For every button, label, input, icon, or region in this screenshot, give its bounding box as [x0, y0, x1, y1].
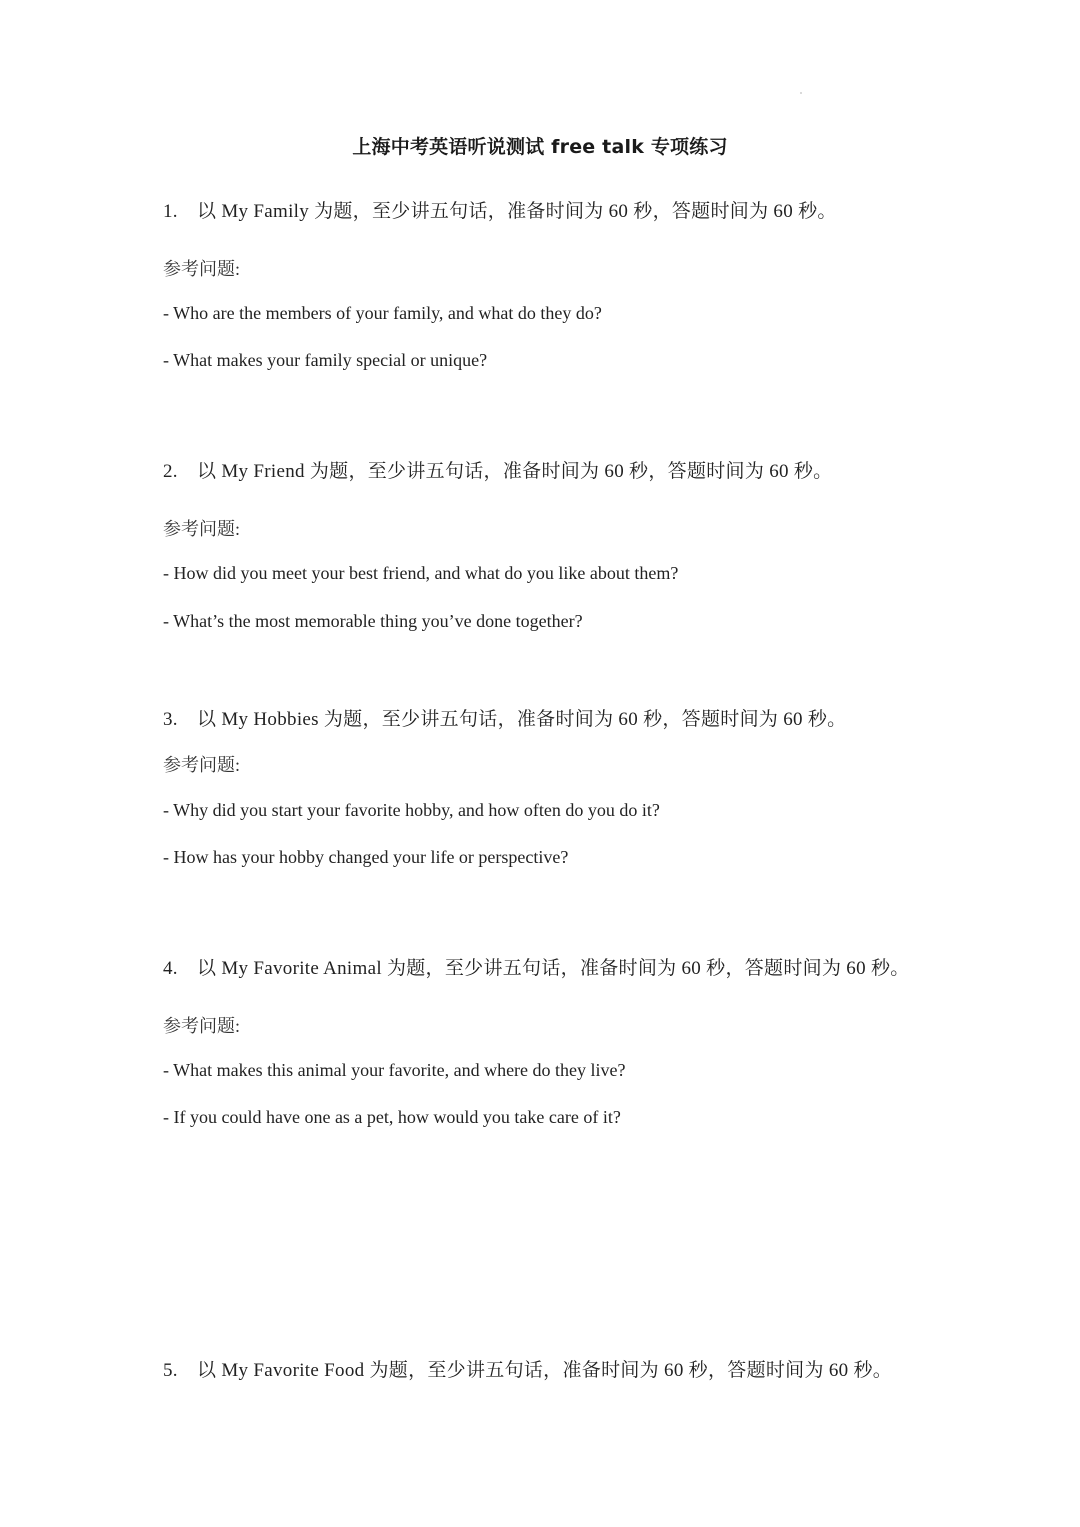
- prompt-text: 以 My Hobbies 为题，至少讲五句话，准备时间为 60 秒，答题时间为 60 秒。: [197, 709, 847, 730]
- section-1-question-2: - What makes your family special or unique?: [163, 350, 488, 370]
- section-2-question-1: - How did you meet your best friend, and what do you like about them?: [163, 563, 679, 583]
- section-number: 1.: [163, 201, 178, 222]
- prompt-text: 以 My Favorite Animal 为题，至少讲五句话，准备时间为 60 秒，答题时间为 60 秒。: [197, 958, 910, 979]
- section-2-label: 参考问题:: [163, 519, 241, 539]
- section-number: 2.: [163, 461, 178, 482]
- section-4-question-2: - If you could have one as a pet, how would you take care of it?: [163, 1107, 621, 1127]
- prompt-text: 以 My Favorite Food 为题，至少讲五句话，准备时间为 60 秒，答题时间为 60 秒。: [197, 1360, 893, 1381]
- section-1-question-1: - Who are the members of your family, and what do they do?: [163, 303, 602, 323]
- document-title: 上海中考英语听说测试 free talk 专项练习: [352, 136, 728, 158]
- section-3-question-1: - Why did you start your favorite hobby, and how often do you do it?: [163, 800, 660, 820]
- section-3-prompt: [163, 704, 846, 731]
- section-number: 5.: [163, 1360, 178, 1381]
- section-number: 3.: [163, 709, 178, 730]
- section-3-question-2: - How has your hobby changed your life or perspective?: [163, 847, 569, 867]
- section-3-label: 参考问题:: [163, 755, 241, 775]
- section-1-label: 参考问题:: [163, 259, 241, 279]
- section-2-question-2: - What’s the most memorable thing you’ve done together?: [163, 611, 583, 631]
- prompt-text: 以 My Family 为题，至少讲五句话，准备时间为 60 秒，答题时间为 60 秒。: [197, 201, 837, 222]
- section-5-prompt: [163, 1355, 892, 1382]
- section-2-prompt: [163, 456, 832, 483]
- section-1-prompt: [163, 196, 837, 223]
- section-number: 4.: [163, 958, 178, 979]
- prompt-text: 以 My Friend 为题，至少讲五句话，准备时间为 60 秒，答题时间为 60 秒。: [197, 461, 833, 482]
- scan-speck: [800, 92, 802, 94]
- section-4-prompt: [163, 953, 910, 980]
- section-4-question-1: - What makes this animal your favorite, and where do they live?: [163, 1060, 626, 1080]
- section-4-label: 参考问题:: [163, 1016, 241, 1036]
